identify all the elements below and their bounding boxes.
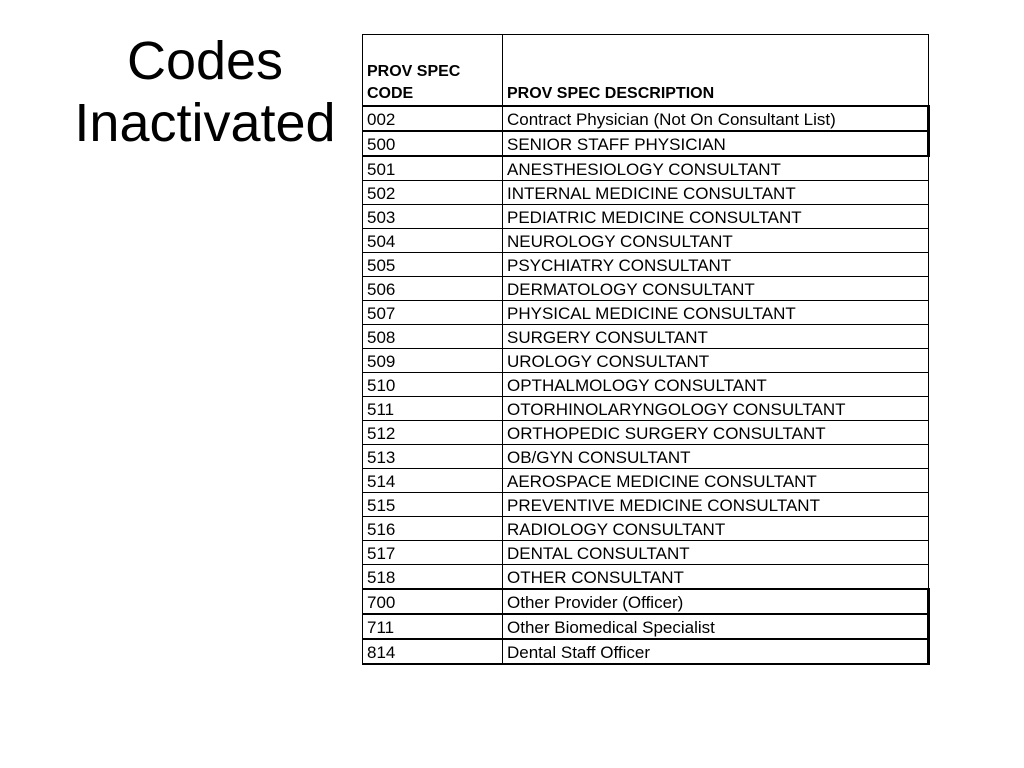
- table-row: [363, 397, 929, 421]
- row-description: INTERNAL MEDICINE CONSULTANT: [503, 181, 929, 205]
- table-row: [363, 229, 929, 253]
- table-row: [363, 253, 929, 277]
- row-code: 516: [363, 517, 503, 541]
- row-description: OTHER CONSULTANT: [503, 565, 929, 590]
- table-row: [363, 156, 929, 181]
- row-code: 500: [363, 131, 503, 156]
- table-row: [363, 589, 929, 614]
- row-code: 507: [363, 301, 503, 325]
- table-row: [363, 325, 929, 349]
- row-code: 511: [363, 397, 503, 421]
- header-code-line2: CODE: [367, 85, 414, 102]
- row-description: Dental Staff Officer: [503, 639, 929, 664]
- row-code: 506: [363, 277, 503, 301]
- row-description: Other Provider (Officer): [503, 589, 929, 614]
- row-code: 002: [363, 106, 503, 131]
- row-code: 711: [363, 614, 503, 639]
- row-description: SURGERY CONSULTANT: [503, 325, 929, 349]
- row-description: Contract Physician (Not On Consultant List): [503, 106, 929, 131]
- table-row: [363, 131, 929, 156]
- row-code: 512: [363, 421, 503, 445]
- table-row: [363, 517, 929, 541]
- row-description: NEUROLOGY CONSULTANT: [503, 229, 929, 253]
- slide-title-line1: Codes: [126, 31, 284, 91]
- row-code: 510: [363, 373, 503, 397]
- row-description: OPTHALMOLOGY CONSULTANT: [503, 373, 929, 397]
- table-row: [363, 301, 929, 325]
- row-code: 513: [363, 445, 503, 469]
- row-description: PHYSICAL MEDICINE CONSULTANT: [503, 301, 929, 325]
- row-description: PSYCHIATRY CONSULTANT: [503, 253, 929, 277]
- table-row: [363, 565, 929, 590]
- row-code: 514: [363, 469, 503, 493]
- row-description: ORTHOPEDIC SURGERY CONSULTANT: [503, 421, 929, 445]
- row-code: 503: [363, 205, 503, 229]
- row-code: 517: [363, 541, 503, 565]
- table-body: [363, 106, 929, 664]
- row-description: OB/GYN CONSULTANT: [503, 445, 929, 469]
- row-description: RADIOLOGY CONSULTANT: [503, 517, 929, 541]
- table-row: [363, 469, 929, 493]
- row-code: 501: [363, 156, 503, 181]
- row-code: 814: [363, 639, 503, 664]
- table-row: [363, 373, 929, 397]
- header-description: PROV SPEC DESCRIPTION: [503, 35, 929, 107]
- row-description: UROLOGY CONSULTANT: [503, 349, 929, 373]
- row-code: 509: [363, 349, 503, 373]
- table-row: [363, 445, 929, 469]
- table-row: [363, 614, 929, 639]
- table-row: [363, 205, 929, 229]
- codes-table: [362, 34, 930, 665]
- row-code: 508: [363, 325, 503, 349]
- row-description: Other Biomedical Specialist: [503, 614, 929, 639]
- table-row: [363, 541, 929, 565]
- table-header-row: [363, 35, 929, 107]
- row-code: 504: [363, 229, 503, 253]
- table-row: [363, 106, 929, 131]
- table-row: [363, 181, 929, 205]
- table-row: [363, 493, 929, 517]
- table-row: [363, 421, 929, 445]
- slide-title: [60, 30, 350, 154]
- row-code: 518: [363, 565, 503, 590]
- row-description: OTORHINOLARYNGOLOGY CONSULTANT: [503, 397, 929, 421]
- row-description: PEDIATRIC MEDICINE CONSULTANT: [503, 205, 929, 229]
- table-row: [363, 349, 929, 373]
- row-description: DENTAL CONSULTANT: [503, 541, 929, 565]
- row-code: 700: [363, 589, 503, 614]
- row-code: 515: [363, 493, 503, 517]
- row-code: 505: [363, 253, 503, 277]
- table-row: [363, 277, 929, 301]
- row-description: ANESTHESIOLOGY CONSULTANT: [503, 156, 929, 181]
- slide-title-line2: Inactivated: [74, 93, 336, 153]
- row-code: 502: [363, 181, 503, 205]
- header-code: [363, 35, 503, 107]
- row-description: DERMATOLOGY CONSULTANT: [503, 277, 929, 301]
- table-row: [363, 639, 929, 664]
- row-description: AEROSPACE MEDICINE CONSULTANT: [503, 469, 929, 493]
- row-description: SENIOR STAFF PHYSICIAN: [503, 131, 929, 156]
- header-code-line1: PROV SPEC: [367, 63, 461, 80]
- row-description: PREVENTIVE MEDICINE CONSULTANT: [503, 493, 929, 517]
